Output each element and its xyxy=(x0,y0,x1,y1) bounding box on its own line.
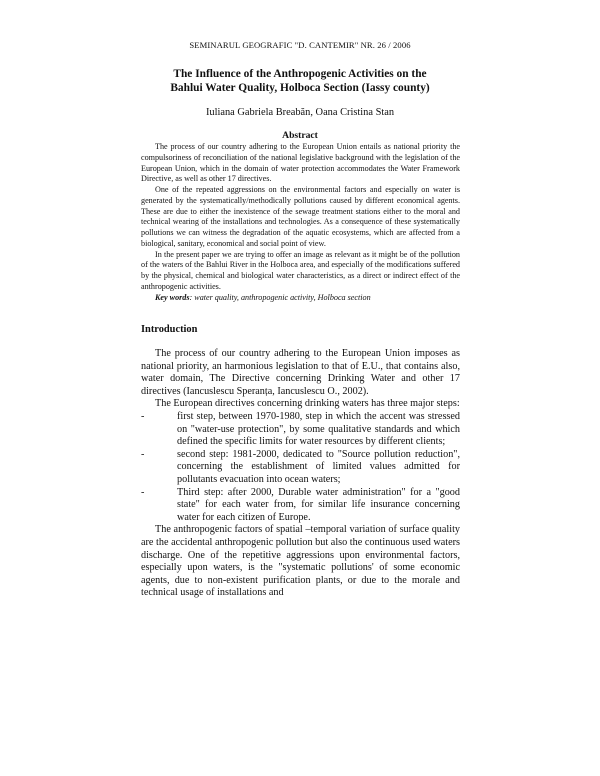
title-line-2: Bahlui Water Quality, Holboca Section (Iassy county) xyxy=(170,82,430,94)
abstract xyxy=(141,142,460,303)
introduction-body xyxy=(141,348,460,600)
authors: Iuliana Gabriela Breabăn, Oana Cristina Stan xyxy=(205,107,395,118)
list-dash: - xyxy=(141,486,145,498)
body-paragraph: The anthropogenic factors of spatial –temporal variation of surface quality are the accidental anthropogenic pollution but also the continuous used waters discharge. One of the repetitive aggressions upon environmental factors, especially upon waters, is the "systematic pollutions' of some economic agents, due to non-existent purification plants, or due to the morale and technical usage of installations and xyxy=(141,524,460,599)
abstract-heading: Abstract xyxy=(282,130,318,141)
list-item-text: Third step: after 2000, Durable water administration" for a "good state" for each water from, for similar life insurance concerning water for each citizen of Europe. xyxy=(177,486,460,523)
abstract-paragraph: The process of our country adhering to the European Union entails as national priority the compulsoriness of reconciliation of the national legislative background with the legislation of the European Union, which in the domain of water protection accommodates the Water Framework Directive, as well as other 17 directives. xyxy=(141,142,460,184)
title-line-1: The Influence of the Anthropogenic Activities on the xyxy=(173,68,427,80)
list-dash: - xyxy=(141,410,145,422)
directive-steps-list xyxy=(141,411,460,524)
body-paragraph: The process of our country adhering to the European Union imposes as national priority, an harmonious legislation to that of E.U., that contains also, water domain, The Directive concerning Drinking Water and other 17 directives (Iancuslescu Speranța, Iancuslescu O., 2002). xyxy=(141,348,460,397)
list-item-text: second step: 1981-2000, dedicated to "Source pollution reduction", concerning the establishment of limited values admitted for pollutants evacuation into ocean waters; xyxy=(177,448,460,485)
abstract-paragraph: In the present paper we are trying to offer an image as relevant as it might be of the pollution of the waters of the Bahlui River in the Holboca area, and especially of the modifications suffered by the physical, chemical and biological water characteristics, as a direct or indirect effect of the anthropogenic activities. xyxy=(141,249,460,291)
introduction-heading: Introduction xyxy=(141,324,198,335)
keywords xyxy=(141,293,460,304)
abstract-paragraph: One of the repeated aggressions on the environmental factors and especially on water is generated by the systematically/methodically pollutions caused by different economical agents. These are due to either the inexistence of the sewage treatment stations either to the moral and technical wearing of the installations and technologies. As a consequence of these systematically pollutions we can witness the degradation of the aquatic ecosystems, which are affected from a biological, sanitary, economical and social point of view. xyxy=(141,185,460,248)
list-item xyxy=(141,487,460,525)
list-item xyxy=(141,449,460,487)
list-item xyxy=(141,411,460,449)
list-dash: - xyxy=(141,448,145,460)
paper-title xyxy=(0,67,600,95)
keywords-label: Key words xyxy=(155,292,190,302)
body-paragraph: The European directives concerning drinking waters has three major steps: xyxy=(155,398,460,410)
journal-header: SEMINARUL GEOGRAFIC "D. CANTEMIR" NR. 26 / 2006 xyxy=(189,40,411,50)
keywords-text: : water quality, anthropogenic activity, Holboca section xyxy=(189,292,371,302)
list-item-text: first step, between 1970-1980, step in which the accent was stressed on "water-use protection", by some qualitative standards and which defined the specific limits for water resources by different clients; xyxy=(177,410,460,448)
